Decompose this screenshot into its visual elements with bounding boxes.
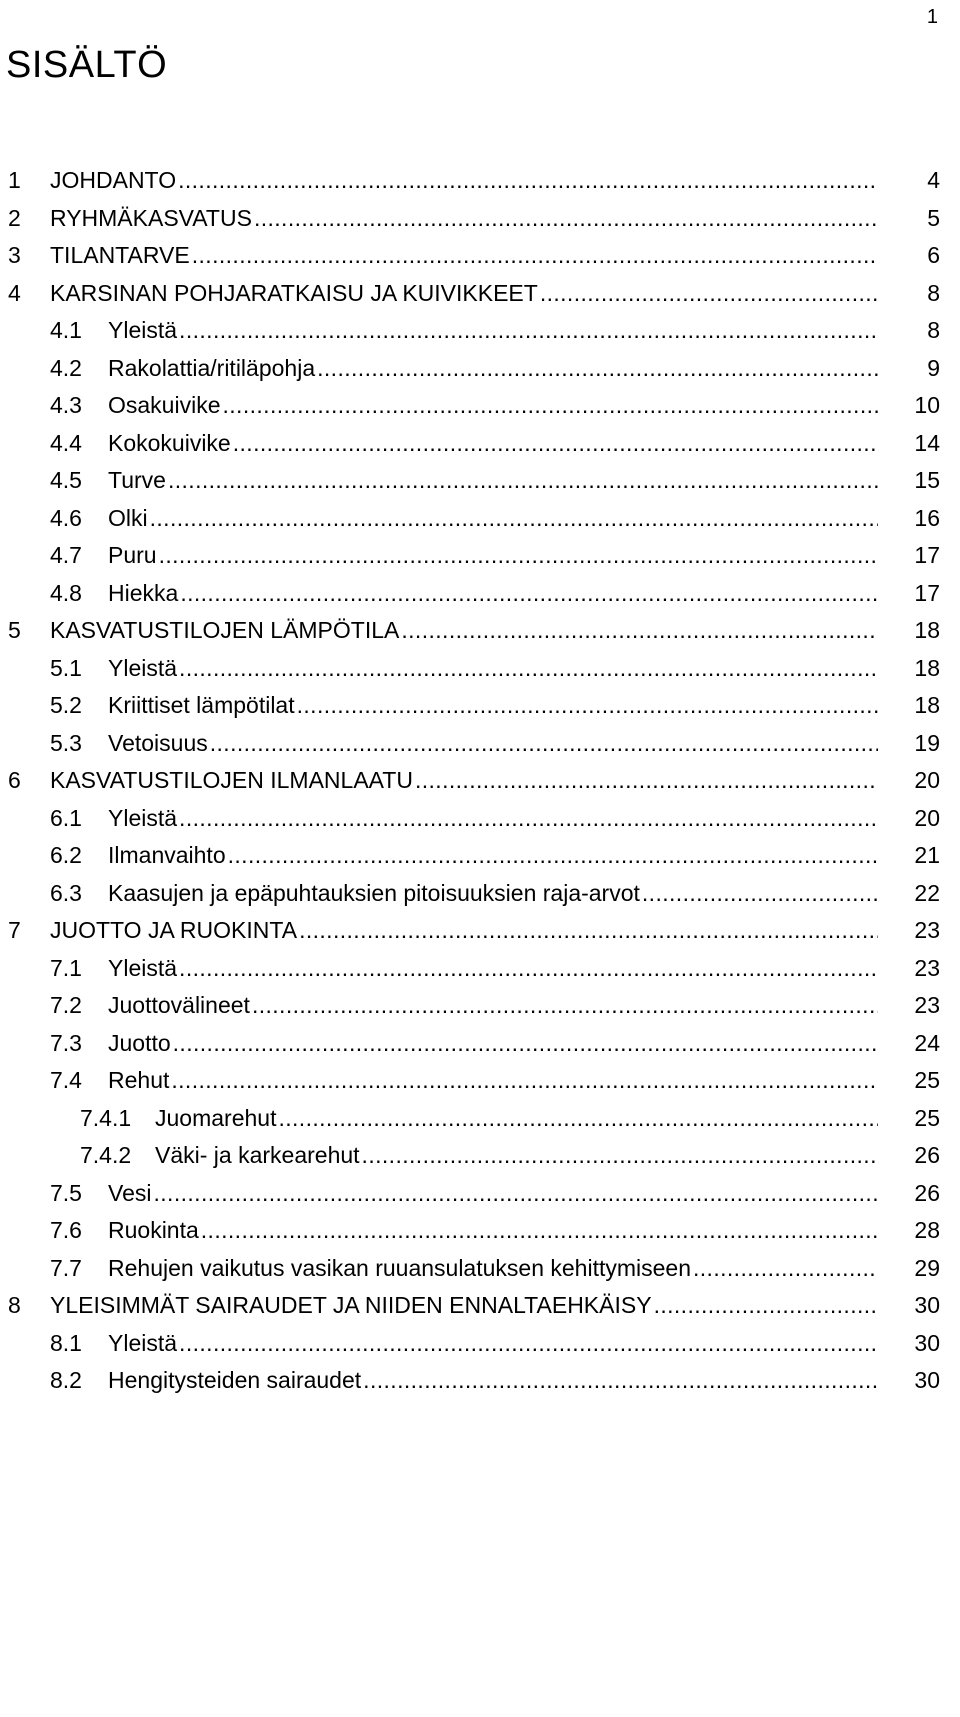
- toc-entry-number: 8.1: [50, 1330, 82, 1356]
- toc-entry-page: 24: [914, 1030, 940, 1056]
- toc-entry-title: Olki: [108, 505, 148, 531]
- toc-dot-leader: [228, 840, 878, 870]
- toc-dot-leader: [540, 278, 878, 308]
- toc-entry[interactable]: [0, 615, 960, 645]
- toc-entry[interactable]: [0, 1215, 960, 1245]
- toc-entry-title-wrap: [108, 1215, 878, 1245]
- toc-entry-title: JOHDANTO: [50, 167, 177, 193]
- toc-entry-number: 4.6: [50, 505, 82, 531]
- toc-entry[interactable]: [0, 315, 960, 345]
- toc-entry-title-wrap: [50, 1290, 878, 1320]
- toc-entry[interactable]: [0, 465, 960, 495]
- toc-entry[interactable]: [0, 1065, 960, 1095]
- toc-entry[interactable]: [0, 165, 960, 195]
- toc-entry-title-wrap: [155, 1103, 878, 1133]
- toc-entry-title-wrap: [108, 1365, 878, 1395]
- toc-entry[interactable]: [0, 1140, 960, 1170]
- toc-entry-page: 6: [927, 242, 940, 268]
- toc-entry-number: 8.2: [50, 1367, 82, 1393]
- toc-entry-title: RYHMÄKASVATUS: [50, 205, 252, 231]
- toc-entry-page: 26: [914, 1142, 940, 1168]
- toc-entry-title-wrap: [155, 1140, 878, 1170]
- toc-entry-page: 30: [914, 1292, 940, 1318]
- toc-entry-page: 15: [914, 467, 940, 493]
- toc-entry-number: 7.2: [50, 992, 82, 1018]
- toc-entry[interactable]: [0, 1365, 960, 1395]
- toc-entry-title-wrap: [108, 390, 878, 420]
- toc-entry-title: Kokokuivike: [108, 430, 231, 456]
- toc-entry-number: 4.1: [50, 317, 82, 343]
- toc-entry-number: 6.2: [50, 842, 82, 868]
- toc-entry-number: 4.3: [50, 392, 82, 418]
- toc-entry-title: Rakolattia/ritiläpohja: [108, 355, 316, 381]
- toc-entry-title-wrap: [108, 840, 878, 870]
- toc-entry-page: 17: [914, 580, 940, 606]
- toc-entry-number: 7.4: [50, 1067, 82, 1093]
- toc-entry-page: 30: [914, 1330, 940, 1356]
- toc-entry-number: 6: [8, 767, 21, 793]
- toc-entry[interactable]: [0, 1328, 960, 1358]
- toc-entry-title: Osakuivike: [108, 392, 221, 418]
- toc-entry-title: Ruokinta: [108, 1217, 199, 1243]
- toc-entry-number: 7.1: [50, 955, 82, 981]
- toc-entry-number: 7.4.1: [80, 1105, 132, 1131]
- toc-entry-title: Turve: [108, 467, 166, 493]
- toc-dot-leader: [254, 203, 878, 233]
- toc-entry-number: 5.2: [50, 692, 82, 718]
- toc-dot-leader: [222, 390, 878, 420]
- toc-entry-title: Yleistä: [108, 1330, 178, 1356]
- toc-entry-title: Väki- ja karkearehut: [155, 1142, 360, 1168]
- toc-entry[interactable]: [0, 578, 960, 608]
- toc-entry-page: 25: [914, 1067, 940, 1093]
- toc-entry[interactable]: [0, 278, 960, 308]
- toc-dot-leader: [317, 353, 878, 383]
- toc-entry[interactable]: [0, 240, 960, 270]
- toc-entry-page: 18: [914, 617, 940, 643]
- toc-entry-number: 6.1: [50, 805, 82, 831]
- toc-entry[interactable]: [0, 1103, 960, 1133]
- toc-entry-title-wrap: [50, 278, 878, 308]
- toc-entry-title: Rehujen vaikutus vasikan ruuansulatuksen kehittymiseen: [108, 1255, 691, 1281]
- toc-entry-title: Juotto: [108, 1030, 171, 1056]
- toc-dot-leader: [179, 1328, 878, 1358]
- toc-entry-page: 10: [914, 392, 940, 418]
- toc-entry-page: 14: [914, 430, 940, 456]
- toc-entry[interactable]: [0, 203, 960, 233]
- toc-entry-title-wrap: [108, 315, 878, 345]
- toc-entry-title: Kaasujen ja epäpuhtauksien pitoisuuksien raja-arvot: [108, 880, 640, 906]
- toc-dot-leader: [210, 728, 878, 758]
- toc-entry-title-wrap: [108, 428, 878, 458]
- toc-entry-title-wrap: [108, 953, 878, 983]
- toc-entry-number: 4.2: [50, 355, 82, 381]
- toc-dot-leader: [159, 540, 878, 570]
- toc-dot-leader: [299, 915, 878, 945]
- toc-entry-title-wrap: [108, 728, 878, 758]
- toc-entry-page: 23: [914, 955, 940, 981]
- toc-entry-number: 5.3: [50, 730, 82, 756]
- toc-entry-number: 7: [8, 917, 21, 943]
- toc-entry[interactable]: [0, 878, 960, 908]
- toc-entry-number: 5: [8, 617, 21, 643]
- toc-entry[interactable]: [0, 1290, 960, 1320]
- toc-entry-title-wrap: [108, 578, 878, 608]
- toc-entry[interactable]: [0, 540, 960, 570]
- toc-entry[interactable]: [0, 728, 960, 758]
- toc-entry-title-wrap: [50, 915, 878, 945]
- toc-entry[interactable]: [0, 690, 960, 720]
- toc-dot-leader: [179, 315, 878, 345]
- toc-entry-number: 8: [8, 1292, 21, 1318]
- toc-entry-title-wrap: [108, 653, 878, 683]
- toc-entry-title: Puru: [108, 542, 157, 568]
- toc-entry-title-wrap: [108, 1253, 878, 1283]
- toc-entry-number: 4.7: [50, 542, 82, 568]
- toc-entry-number: 7.6: [50, 1217, 82, 1243]
- toc-dot-leader: [363, 1365, 878, 1395]
- toc-entry-title-wrap: [108, 540, 878, 570]
- toc-dot-leader: [179, 653, 878, 683]
- toc-dot-leader: [179, 803, 878, 833]
- toc-entry-number: 7.3: [50, 1030, 82, 1056]
- toc-entry-title-wrap: [50, 203, 878, 233]
- toc-dot-leader: [171, 1065, 878, 1095]
- toc-entry-title: KARSINAN POHJARATKAISU JA KUIVIKKEET: [50, 280, 538, 306]
- toc-dot-leader: [179, 953, 878, 983]
- toc-entry-page: 29: [914, 1255, 940, 1281]
- toc-dot-leader: [415, 765, 878, 795]
- toc-entry-number: 2: [8, 205, 21, 231]
- toc-entry-title: Ilmanvaihto: [108, 842, 226, 868]
- toc-entry-title: Juomarehut: [155, 1105, 277, 1131]
- toc-entry-page: 21: [914, 842, 940, 868]
- toc-entry[interactable]: [0, 353, 960, 383]
- toc-entry-page: 20: [914, 805, 940, 831]
- toc-entry-title-wrap: [108, 690, 878, 720]
- toc-dot-leader: [201, 1215, 878, 1245]
- toc-entry-title: Rehut: [108, 1067, 170, 1093]
- toc-entry-title: TILANTARVE: [50, 242, 190, 268]
- toc-entry-title-wrap: [108, 503, 878, 533]
- toc-entry-number: 7.4.2: [80, 1142, 132, 1168]
- toc-entry-title-wrap: [108, 803, 878, 833]
- toc-entry-title: Juottovälineet: [108, 992, 250, 1018]
- toc-entry-number: 4: [8, 280, 21, 306]
- toc-entry-page: 18: [914, 692, 940, 718]
- page-number: 1: [926, 6, 938, 28]
- toc-entry[interactable]: [0, 990, 960, 1020]
- toc-entry-title: Vesi: [108, 1180, 152, 1206]
- toc-entry-number: 3: [8, 242, 21, 268]
- toc-entry[interactable]: [0, 503, 960, 533]
- toc-dot-leader: [252, 990, 878, 1020]
- toc-dot-leader: [150, 503, 878, 533]
- toc-dot-leader: [654, 1290, 878, 1320]
- toc-entry[interactable]: [0, 428, 960, 458]
- toc-entry-page: 26: [914, 1180, 940, 1206]
- toc-entry-page: 23: [914, 917, 940, 943]
- toc-entry-title: Yleistä: [108, 655, 178, 681]
- toc-entry-title: KASVATUSTILOJEN LÄMPÖTILA: [50, 617, 400, 643]
- toc-entry-number: 1: [8, 167, 21, 193]
- toc-entry-title-wrap: [50, 615, 878, 645]
- toc-entry-title-wrap: [108, 1028, 878, 1058]
- toc-dot-leader: [362, 1140, 878, 1170]
- toc-entry-title: Kriittiset lämpötilat: [108, 692, 295, 718]
- toc-entry-title: Yleistä: [108, 317, 178, 343]
- toc-entry-title-wrap: [108, 353, 878, 383]
- toc-entry-page: 8: [927, 280, 940, 306]
- toc-entry-title-wrap: [108, 990, 878, 1020]
- toc-entry-title-wrap: [50, 765, 878, 795]
- toc-entry-title-wrap: [108, 878, 878, 908]
- toc-entry[interactable]: [0, 1253, 960, 1283]
- toc-entry-title: YLEISIMMÄT SAIRAUDET JA NIIDEN ENNALTAEHKÄISY: [50, 1292, 652, 1318]
- toc-entry-page: 22: [914, 880, 940, 906]
- toc-entry[interactable]: [0, 840, 960, 870]
- toc-entry[interactable]: [0, 390, 960, 420]
- toc-entry-title-wrap: [108, 1178, 878, 1208]
- toc-entry-title: Hengitysteiden sairaudet: [108, 1367, 362, 1393]
- toc-entry-title: Vetoisuus: [108, 730, 208, 756]
- toc-dot-leader: [192, 240, 878, 270]
- toc-entry-title: Yleistä: [108, 955, 178, 981]
- toc-entry-title-wrap: [50, 240, 878, 270]
- toc-entry[interactable]: [0, 915, 960, 945]
- toc-dot-leader: [153, 1178, 878, 1208]
- toc-dot-leader: [173, 1028, 878, 1058]
- toc-dot-leader: [693, 1253, 878, 1283]
- toc-entry-title-wrap: [108, 1328, 878, 1358]
- toc-entry-page: 17: [914, 542, 940, 568]
- toc-dot-leader: [180, 578, 878, 608]
- toc-entry-page: 30: [914, 1367, 940, 1393]
- toc-entry-page: 5: [927, 205, 940, 231]
- toc-entry-title: Yleistä: [108, 805, 178, 831]
- toc-entry-number: 4.5: [50, 467, 82, 493]
- toc-entry-page: 9: [927, 355, 940, 381]
- toc-entry-title-wrap: [50, 165, 878, 195]
- toc-entry-page: 25: [914, 1105, 940, 1131]
- toc-entry-page: 19: [914, 730, 940, 756]
- toc-entry-number: 5.1: [50, 655, 82, 681]
- toc-entry-page: 18: [914, 655, 940, 681]
- toc-entry-page: 8: [927, 317, 940, 343]
- toc-dot-leader: [642, 878, 878, 908]
- toc-entry-page: 23: [914, 992, 940, 1018]
- toc-entry-number: 6.3: [50, 880, 82, 906]
- toc-entry-title-wrap: [108, 465, 878, 495]
- toc-dot-leader: [168, 465, 878, 495]
- toc-entry-number: 4.4: [50, 430, 82, 456]
- toc-entry-title: Hiekka: [108, 580, 179, 606]
- toc-entry-number: 7.5: [50, 1180, 82, 1206]
- toc-entry-title: JUOTTO JA RUOKINTA: [50, 917, 298, 943]
- toc-dot-leader: [278, 1103, 878, 1133]
- toc-dot-leader: [297, 690, 878, 720]
- toc-entry[interactable]: [0, 953, 960, 983]
- toc-entry-page: 20: [914, 767, 940, 793]
- toc-entry-page: 16: [914, 505, 940, 531]
- toc-entry[interactable]: [0, 653, 960, 683]
- toc-title: SISÄLTÖ: [6, 44, 168, 86]
- toc-dot-leader: [178, 165, 878, 195]
- toc-entry-title-wrap: [108, 1065, 878, 1095]
- toc-entry-page: 28: [914, 1217, 940, 1243]
- toc-entry-title: KASVATUSTILOJEN ILMANLAATU: [50, 767, 413, 793]
- toc-dot-leader: [401, 615, 878, 645]
- toc-entry[interactable]: [0, 765, 960, 795]
- toc-entry-number: 7.7: [50, 1255, 82, 1281]
- toc-entry-page: 4: [927, 167, 940, 193]
- toc-entry[interactable]: [0, 1178, 960, 1208]
- toc-dot-leader: [233, 428, 878, 458]
- toc-entry-number: 4.8: [50, 580, 82, 606]
- toc-entry[interactable]: [0, 1028, 960, 1058]
- toc-entry[interactable]: [0, 803, 960, 833]
